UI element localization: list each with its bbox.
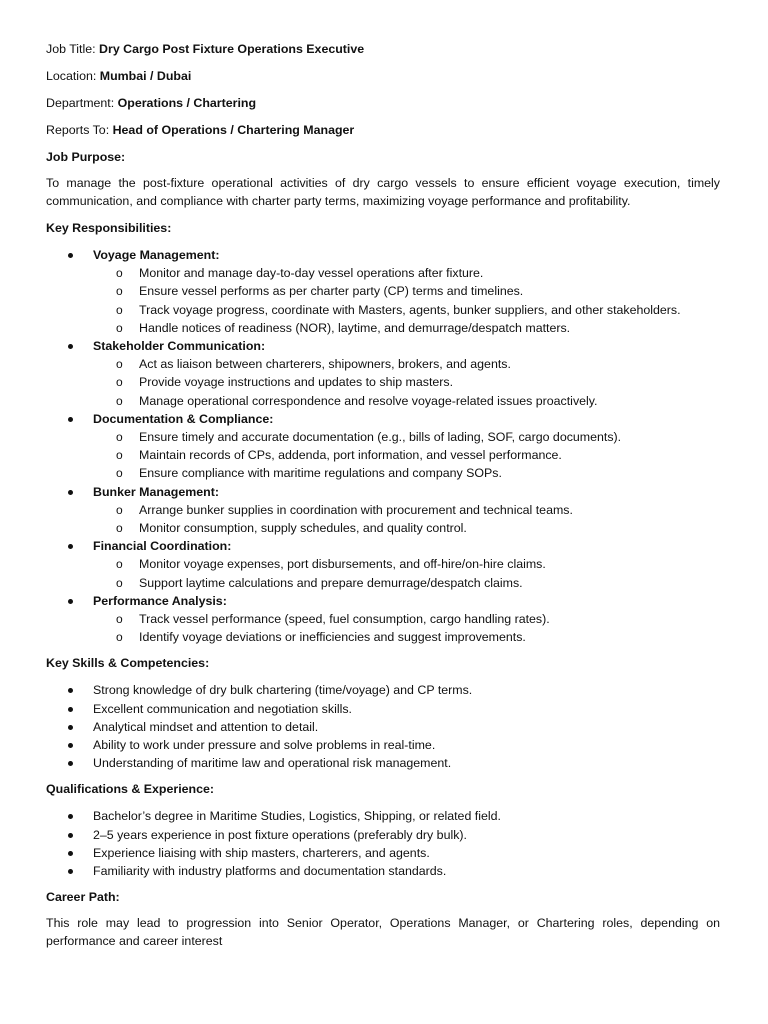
list-item: Ability to work under pressure and solve problems in real-time. xyxy=(46,736,720,754)
department-label: Department: xyxy=(46,96,115,110)
list-item: o Track voyage progress, coordinate with Masters, agents, bunker suppliers, and other stakeholders. xyxy=(46,301,720,319)
circle-bullet-icon: o xyxy=(116,521,123,536)
responsibility-group xyxy=(46,592,720,647)
list-item: o Provide voyage instructions and updates to ship masters. xyxy=(46,373,720,391)
job-title-label: Job Title: xyxy=(46,42,96,56)
department-value: Operations / Chartering xyxy=(117,96,257,110)
list-item: o Monitor voyage expenses, port disbursements, and off-hire/on-hire claims. xyxy=(46,555,720,573)
job-title-value: Dry Cargo Post Fixture Operations Executive xyxy=(99,42,365,56)
skills-heading: Key Skills & Competencies: xyxy=(46,656,210,671)
responsibility-group-title: Performance Analysis: xyxy=(93,593,227,608)
list-item: o Track vessel performance (speed, fuel consumption, cargo handling rates). xyxy=(46,610,720,628)
list-item: Bachelor’s degree in Maritime Studies, Logistics, Shipping, or related field. xyxy=(46,807,720,825)
circle-bullet-icon: o xyxy=(116,448,123,463)
bullet-icon xyxy=(68,869,73,874)
reports-to-label: Reports To: xyxy=(46,123,110,137)
bullet-icon xyxy=(68,851,73,856)
responsibilities-list xyxy=(46,246,720,646)
career-path-heading: Career Path: xyxy=(46,890,120,905)
qualifications-list xyxy=(46,807,720,880)
circle-bullet-icon: o xyxy=(116,630,123,645)
bullet-icon xyxy=(68,743,73,748)
bullet-icon xyxy=(68,417,73,422)
bullet-icon xyxy=(68,761,73,766)
list-item: o Arrange bunker supplies in coordination with procurement and technical teams. xyxy=(46,501,720,519)
list-item: 2–5 years experience in post fixture operations (preferably dry bulk). xyxy=(46,826,720,844)
list-item: o Ensure compliance with maritime regulations and company SOPs. xyxy=(46,464,720,482)
qualifications-heading: Qualifications & Experience: xyxy=(46,782,215,797)
list-item: o Handle notices of readiness (NOR), laytime, and demurrage/despatch matters. xyxy=(46,319,720,337)
circle-bullet-icon: o xyxy=(116,393,123,408)
bullet-icon xyxy=(68,599,73,604)
circle-bullet-icon: o xyxy=(116,575,123,590)
responsibility-group-title: Financial Coordination: xyxy=(93,539,232,554)
responsibilities-heading: Key Responsibilities: xyxy=(46,221,172,235)
circle-bullet-icon: o xyxy=(116,266,123,281)
list-item: Analytical mindset and attention to detail. xyxy=(46,718,720,736)
list-item: o Manage operational correspondence and resolve voyage-related issues proactively. xyxy=(46,392,720,410)
job-description-document xyxy=(46,40,720,959)
circle-bullet-icon: o xyxy=(116,320,123,335)
list-item: o Support laytime calculations and prepare demurrage/despatch claims. xyxy=(46,574,720,592)
skills-list xyxy=(46,681,720,772)
circle-bullet-icon: o xyxy=(116,612,123,627)
responsibility-group xyxy=(46,537,720,592)
responsibility-group-title: Voyage Management: xyxy=(93,248,220,262)
location-line xyxy=(46,67,720,86)
list-item: o Monitor and manage day-to-day vessel operations after fixture. xyxy=(46,264,720,282)
career-path-text: This role may lead to progression into Senior Operator, Operations Manager, or Chartering roles, depending on performance and career interest xyxy=(46,916,720,948)
list-item: o Ensure timely and accurate documentation (e.g., bills of lading, SOF, cargo documents). xyxy=(46,428,720,446)
circle-bullet-icon: o xyxy=(116,466,123,481)
list-item: Excellent communication and negotiation skills. xyxy=(46,700,720,718)
bullet-icon xyxy=(68,707,73,712)
circle-bullet-icon: o xyxy=(116,430,123,445)
reports-to-value: Head of Operations / Chartering Manager xyxy=(112,123,355,137)
bullet-icon xyxy=(68,725,73,730)
circle-bullet-icon: o xyxy=(116,557,123,572)
job-purpose-heading: Job Purpose: xyxy=(46,150,126,164)
circle-bullet-icon: o xyxy=(116,357,123,372)
list-item: o Ensure vessel performs as per charter party (CP) terms and timelines. xyxy=(46,282,720,300)
responsibility-group xyxy=(46,410,720,483)
bullet-icon xyxy=(68,544,73,549)
responsibility-group xyxy=(46,246,720,337)
department-line xyxy=(46,94,720,113)
responsibility-group xyxy=(46,483,720,538)
circle-bullet-icon: o xyxy=(116,302,123,317)
list-item: Experience liaising with ship masters, charterers, and agents. xyxy=(46,844,720,862)
circle-bullet-icon: o xyxy=(116,375,123,390)
bullet-icon xyxy=(68,833,73,838)
reports-to-line xyxy=(46,121,720,140)
bullet-icon xyxy=(68,688,73,693)
list-item: o Maintain records of CPs, addenda, port information, and vessel performance. xyxy=(46,446,720,464)
list-item: Familiarity with industry platforms and documentation standards. xyxy=(46,862,720,880)
list-item: Strong knowledge of dry bulk chartering (time/voyage) and CP terms. xyxy=(46,681,720,699)
list-item: o Identify voyage deviations or inefficiencies and suggest improvements. xyxy=(46,628,720,646)
list-item: o Monitor consumption, supply schedules, and quality control. xyxy=(46,519,720,537)
bullet-icon xyxy=(68,814,73,819)
circle-bullet-icon: o xyxy=(116,502,123,517)
list-item: o Act as liaison between charterers, shipowners, brokers, and agents. xyxy=(46,355,720,373)
list-item: Understanding of maritime law and operational risk management. xyxy=(46,754,720,772)
location-label: Location: xyxy=(46,69,97,83)
bullet-icon xyxy=(68,344,73,349)
circle-bullet-icon: o xyxy=(116,284,123,299)
responsibility-group-title: Documentation & Compliance: xyxy=(93,411,274,426)
bullet-icon xyxy=(68,253,73,258)
job-title-line xyxy=(46,40,720,59)
location-value: Mumbai / Dubai xyxy=(99,69,192,83)
responsibility-group xyxy=(46,337,720,410)
bullet-icon xyxy=(68,490,73,495)
responsibility-group-title: Bunker Management: xyxy=(93,484,219,499)
job-purpose-text: To manage the post-fixture operational activities of dry cargo vessels to ensure efficient voyage execution, timely communication, and compliance with charter party terms, maximizing voyage performance and profitability. xyxy=(46,176,720,208)
responsibility-group-title: Stakeholder Communication: xyxy=(93,339,266,354)
